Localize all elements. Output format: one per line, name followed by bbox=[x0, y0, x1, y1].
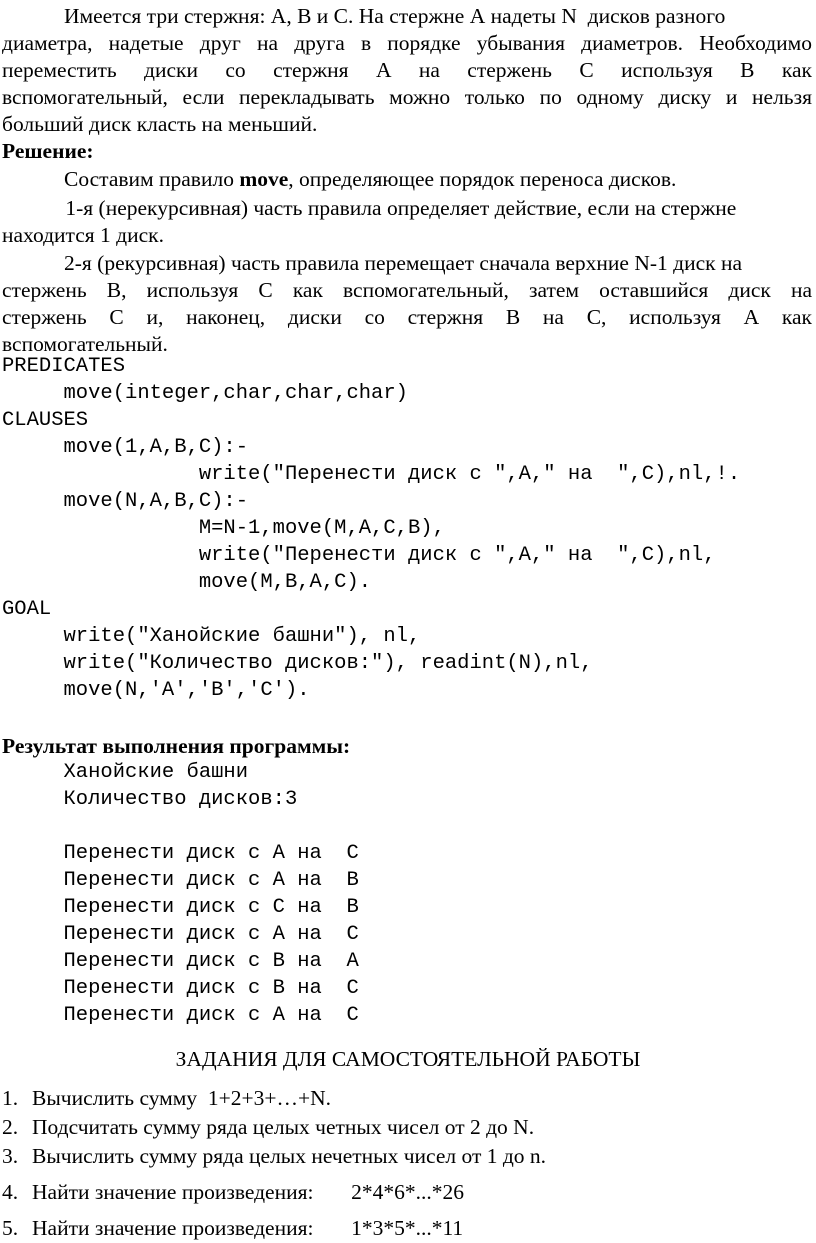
code-line: write("Перенести диск с ",A," на ",C),nl,!. bbox=[2, 463, 741, 486]
output-line: Ханойские башни bbox=[2, 761, 249, 784]
result-heading: Результат выполнения программы: bbox=[2, 734, 351, 758]
code-line: GOAL bbox=[2, 598, 52, 621]
code-line: move(1,A,B,C):- bbox=[2, 436, 249, 459]
paragraph-rule-move bbox=[64, 169, 676, 191]
code-line: move(N,A,B,C):- bbox=[2, 490, 249, 513]
code-line: CLAUSES bbox=[2, 409, 89, 432]
code-line: write("Количество дисков:"), readint(N),nl, bbox=[2, 652, 593, 675]
intro-line-5: больший диск класть на меньший. bbox=[2, 112, 318, 136]
output-line: Перенести диск с А на С bbox=[2, 842, 359, 865]
output-line: Перенести диск с А на В bbox=[2, 869, 359, 892]
task-number: 2. bbox=[2, 1115, 19, 1139]
intro-line-2: диаметра, надетые друг на друга в порядке убывания диаметров. Необходимо bbox=[2, 31, 812, 55]
tasks-heading: ЗАДАНИЯ ДЛЯ САМОСТОЯТЕЛЬНОЙ РАБОТЫ bbox=[175, 1047, 641, 1071]
output-line: Перенести диск с В на С bbox=[2, 977, 359, 1000]
code-line: write("Ханойские башни"), nl, bbox=[2, 625, 421, 648]
task-number: 3. bbox=[2, 1144, 19, 1168]
output-line: Перенести диск с А на С bbox=[2, 923, 359, 946]
list-item bbox=[2, 1088, 331, 1110]
code-line: move(N,'A','B','C'). bbox=[2, 679, 310, 702]
paragraph-recursive-line-2: стержень В, используя С как вспомогательный, затем оставшийся диск на bbox=[2, 278, 812, 302]
paragraph-rule-text: Составим правило bbox=[64, 167, 240, 191]
intro-line-4: вспомогательный, если перекладывать можно только по одному диску и нельзя bbox=[2, 85, 812, 109]
task-number: 1. bbox=[2, 1086, 19, 1110]
output-line: Перенести диск с В на А bbox=[2, 950, 359, 973]
task-text: Найти значение произведения: 1*3*5*...*11 bbox=[32, 1216, 464, 1240]
task-text: Вычислить сумму ряда целых нечетных чисел от 1 до n. bbox=[32, 1144, 547, 1168]
paragraph-nonrecursive-line-2: находится 1 диск. bbox=[2, 223, 164, 247]
list-item bbox=[2, 1182, 464, 1204]
code-line: write("Перенести диск с ",A," на ",C),nl, bbox=[2, 544, 716, 567]
solution-heading: Решение: bbox=[2, 139, 94, 163]
code-line: PREDICATES bbox=[2, 355, 126, 378]
list-item bbox=[2, 1218, 463, 1240]
task-text: Вычислить сумму 1+2+3+…+N. bbox=[32, 1086, 332, 1110]
paragraph-nonrecursive-line-1: 1-я (нерекурсивная) часть правила определяет действие, если на стержне bbox=[60, 196, 737, 220]
task-text: Найти значение произведения: 2*4*6*...*26 bbox=[32, 1180, 464, 1204]
paragraph-recursive-line-3: стержень С и, наконец, диски со стержня В на С, используя А как bbox=[2, 305, 812, 329]
paragraph-rule-text-end: , определяющее порядок переноса дисков. bbox=[288, 167, 677, 191]
rule-name-move: move bbox=[239, 167, 289, 191]
list-item bbox=[2, 1117, 534, 1139]
code-line: move(M,B,A,C). bbox=[2, 571, 372, 594]
code-line: move(integer,char,char,char) bbox=[2, 382, 408, 405]
output-line: Перенести диск с А на С bbox=[2, 1004, 359, 1027]
output-line: Количество дисков:3 bbox=[2, 788, 298, 811]
list-item bbox=[2, 1146, 546, 1168]
task-number: 4. bbox=[2, 1180, 19, 1204]
task-text: Подсчитать сумму ряда целых четных чисел от 2 до N. bbox=[32, 1115, 535, 1139]
intro-line-1: Имеется три стержня: А, В и С. На стержне А надеты N дисков разного bbox=[64, 4, 726, 28]
task-number: 5. bbox=[2, 1216, 19, 1240]
intro-line-3: переместить диски со стержня А на стержень С используя В как bbox=[2, 58, 812, 82]
paragraph-recursive-line-1: 2-я (рекурсивная) часть правила перемещает сначала верхние N-1 диск на bbox=[64, 251, 743, 275]
paragraph-recursive-line-4: вспомогательный. bbox=[2, 332, 168, 356]
output-line: Перенести диск с С на В bbox=[2, 896, 359, 919]
code-line: M=N-1,move(M,A,C,B), bbox=[2, 517, 445, 540]
